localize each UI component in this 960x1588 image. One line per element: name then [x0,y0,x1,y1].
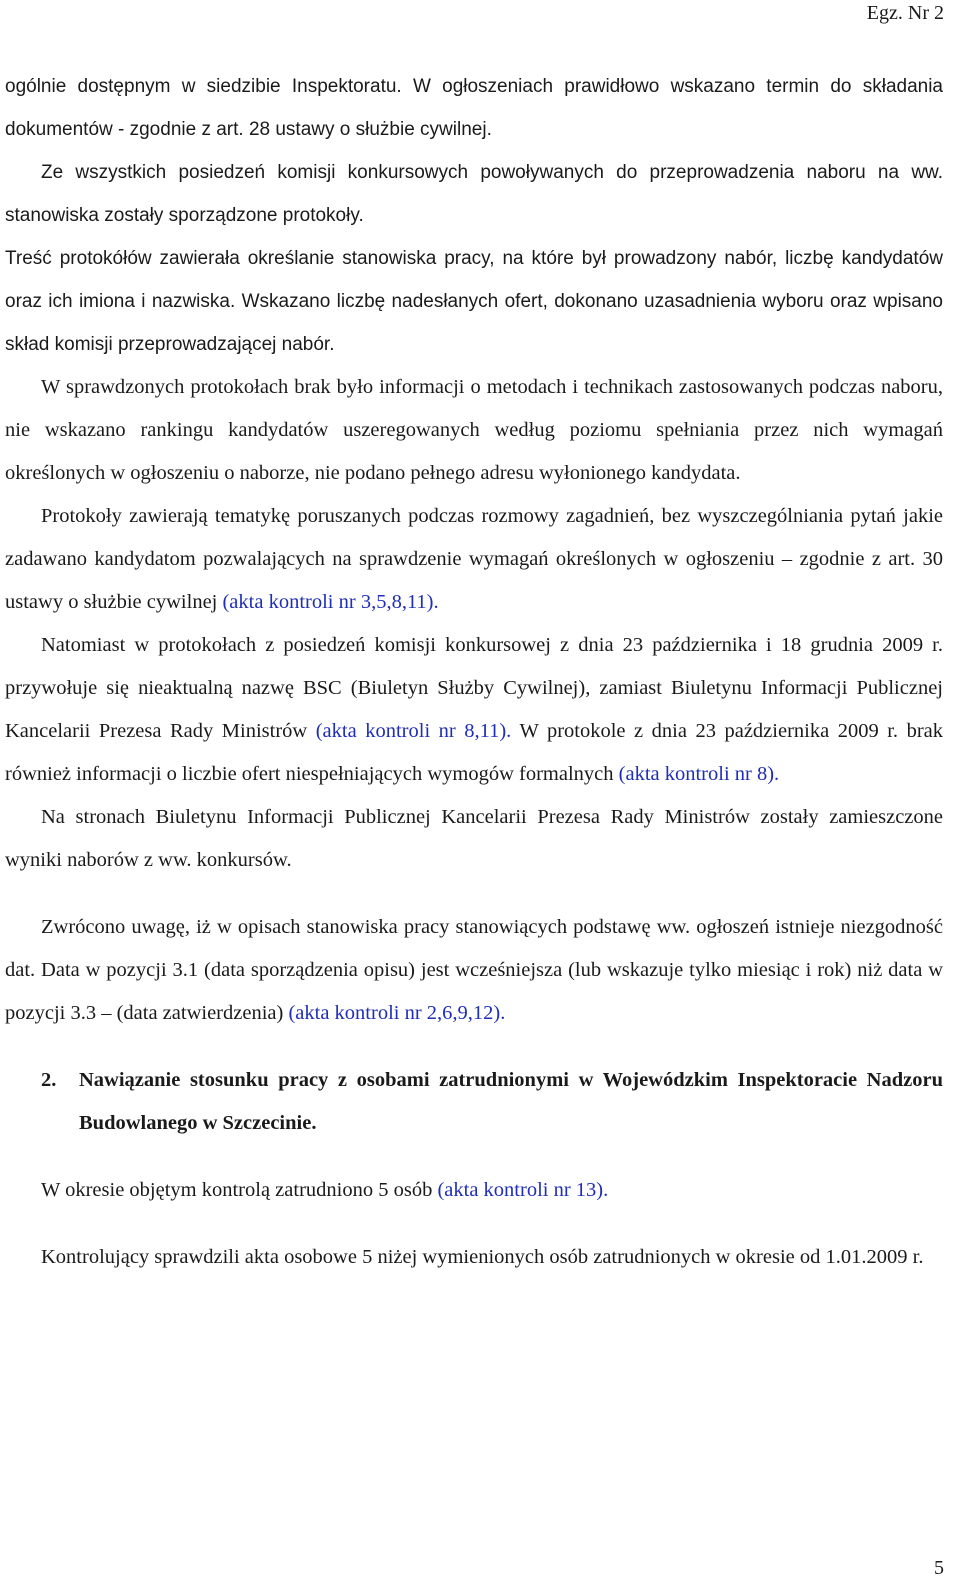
paragraph-text: W sprawdzonych protokołach brak było informacji o metodach i technikach zastosowanych podczas naboru, nie wskazano rankingu kandydatów uszeregowanych według poziomu spełniania przez nich wymagań określonych w ogłoszeniu o naborze, nie podano pełnego adresu wyłonionego kandydata. [5,376,943,484]
paragraph-protocol-content [5,237,943,366]
paragraph-text: Na stronach Biuletynu Informacji Publicznej Kancelarii Prezesa Rady Ministrów zostały zamieszczone wyniki naborów z ww. konkursów. [5,806,943,871]
section-number: 2. [41,1069,57,1091]
section-heading [5,1059,943,1145]
paragraph-outdated-name [5,624,943,796]
section-title: Nawiązanie stosunku pracy z osobami zatrudnionymi w Wojewódzkim Inspektoracie Nadzoru Budowlanego w Szczecinie. [79,1069,943,1134]
paragraph-announcement-availability [5,65,943,151]
spacer [5,1145,943,1169]
audit-file-reference: (akta kontroli nr 8). [618,763,780,785]
paragraph-bip-results [5,796,943,882]
paragraph-text: Treść protokółów zawierała określanie stanowiska pracy, na które był prowadzony nabór, liczbę kandydatów oraz ich imiona i nazwiska. Wskazano liczbę nadesłanych ofert, dokonano uzasadnienia wyboru oraz wpisano skład komisji przeprowadzającej nabór. [5,248,943,355]
copy-number-label: Egz. Nr 2 [866,2,944,24]
paragraph-text: W okresie objętym kontrolą zatrudniono 5 osób [41,1179,438,1201]
audit-file-reference: (akta kontroli nr 2,6,9,12). [288,1002,506,1024]
paragraph-protocols-prepared [5,151,943,237]
paragraph-text: Natomiast w protokołach z posiedzeń komisji konkursowej z dnia 23 października i 18 grudnia 2009 r. przywołuje się nieaktualną nazwę BSC (Biuletyn Służby Cywilnej), zamiast Biuletynu Informacji Publicznej Kancelarii Prezesa Rady Ministrów [5,634,943,742]
document-body [5,65,943,1279]
paragraph-text: Protokoły zawierają tematykę poruszanych podczas rozmowy zagadnień, bez wyszczególniania pytań jakie zadawano kandydatom pozwalających na sprawdzenie wymagań określonych w ogłoszeniu – zgodnie z art. 30 ustawy o służbie cywilnej [5,505,943,613]
audit-file-reference: (akta kontroli nr 3,5,8,11). [222,591,439,613]
paragraph-text: ogólnie dostępnym w siedzibie Inspektoratu. W ogłoszeniach prawidłowo wskazano termin do składania dokumentów - zgodnie z art. 28 ustawy o służbie cywilnej. [5,76,943,140]
paragraph-employed-count [5,1169,943,1212]
paragraph-text: W protokole z dnia 23 października 2009 r. brak również informacji o liczbie ofert niespełniających wymogów formalnych [5,720,943,785]
audit-file-reference: (akta kontroli nr 13). [437,1179,609,1201]
paragraph-text: Zwrócono uwagę, iż w opisach stanowiska pracy stanowiących podstawę ww. ogłoszeń istnieje niezgodność dat. Data w pozycji 3.1 (data sporządzenia opisu) jest wcześniejsza (lub wskazuje tylko miesiąc i rok) niż data w pozycji 3.3 – (data zatwierdzenia) [5,916,943,1024]
paragraph-interview-topics [5,495,943,624]
page-number: 5 [934,1557,944,1579]
audit-file-reference: (akta kontroli nr 8,11). [315,720,512,742]
paragraph-missing-information [5,366,943,495]
paragraph-date-discrepancy [5,906,943,1035]
spacer [5,882,943,906]
paragraph-text: Kontrolujący sprawdzili akta osobowe 5 niżej wymienionych osób zatrudnionych w okresie od 1.01.2009 r. [41,1246,924,1268]
paragraph-text: Ze wszystkich posiedzeń komisji konkursowych powoływanych do przeprowadzenia naboru na ww. stanowiska zostały sporządzone protokoły. [5,162,943,226]
paragraph-personnel-files [5,1236,943,1279]
spacer [5,1035,943,1059]
spacer [5,1212,943,1236]
